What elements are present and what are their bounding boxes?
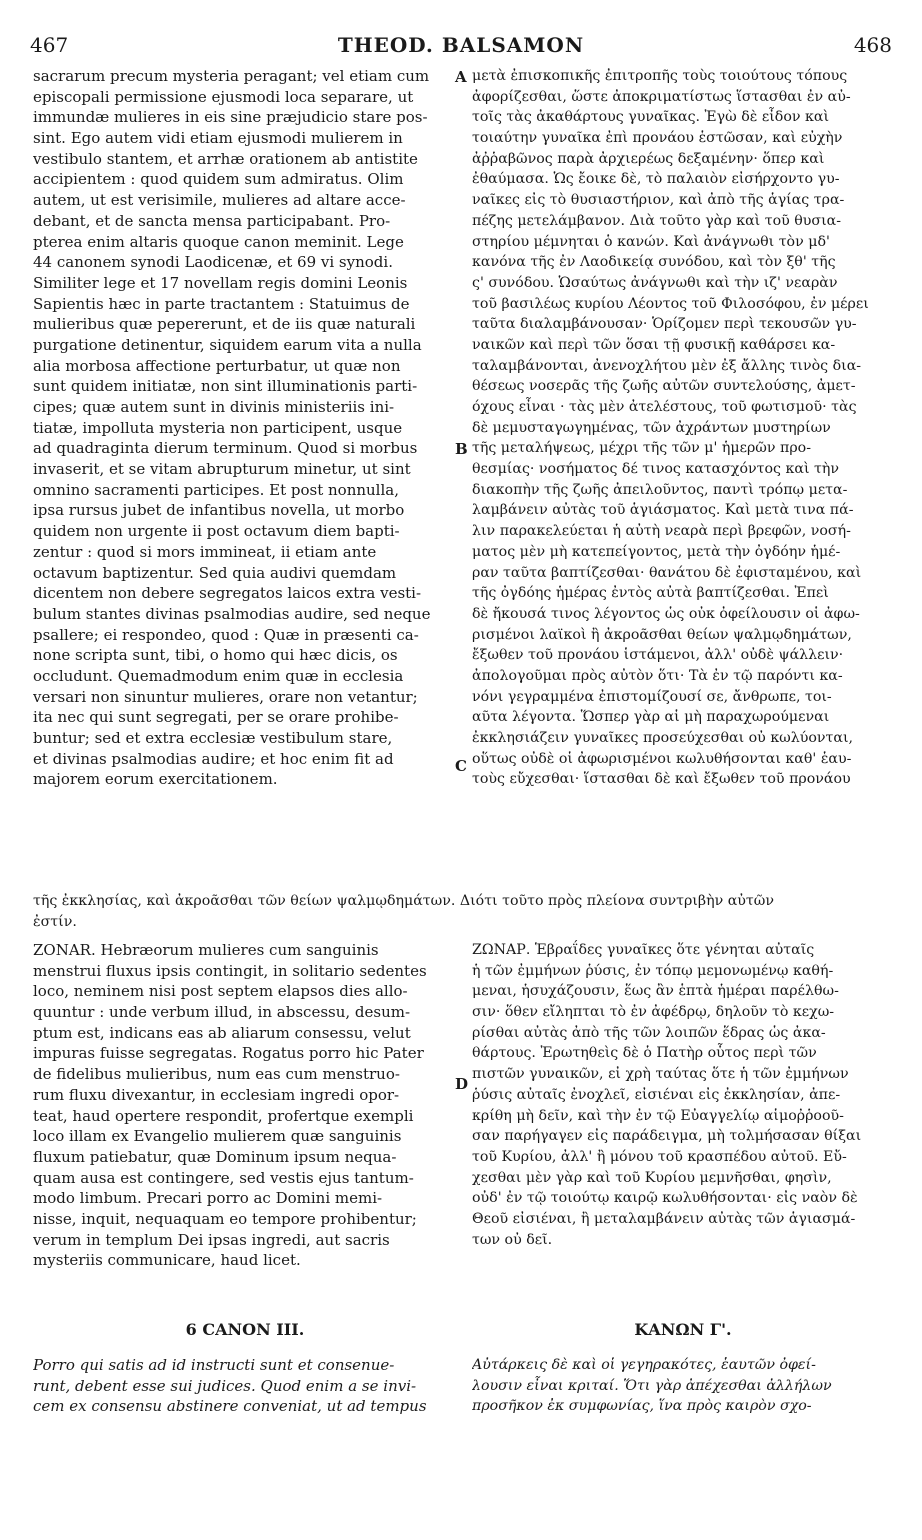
greek-text-line: ραν ταῦτα βαπτίζεσθαι· θανάτου δὲ ἐφισταμένου, καὶ [472,564,862,581]
canon-greek-text [472,1355,894,1417]
latin-text-line: cipes; quæ autem sunt in divinis ministeriis ini- [33,398,395,416]
greek-spanning-line: ἐστίν. [33,913,77,930]
greek-text-line: ἀπολογοῦμαι πρὸς αὐτὸν ὅτι· Τὰ ἐν τῷ παρόντι κα- [472,667,843,684]
running-title: THEOD. BALSAMON [337,33,585,57]
greek-text-line: λιν παρακελεύεται ἡ αὐτὴ νεαρὰ περὶ βρεφῶν, νοσή- [472,523,851,540]
latin-text-line: occludunt. Quemadmodum enim quæ in ecclesia [33,666,404,685]
canon-greek-line: προσῆκον ἐκ συμφωνίας, ἵνα πρὸς καιρὸν σχο- [472,1398,812,1415]
latin-text-line: 44 canonem synodi Laodicenæ, et 69 vi synodi. [33,253,393,272]
greek-text-line: μετὰ ἐπισκοπικῆς ἐπιτροπῆς τοὺς τοιούτους τόπους [472,68,848,84]
greek-text-line: θέσεως νοσερᾶς τῆς ζωῆς αὐτῶν συντελούσης, ἀμετ- [472,378,856,395]
zonaras-greek-line: ρίσθαι αὐτὰς ἀπὸ τῆς τῶν λοιπῶν ἕδρας ὡς ἀκα- [472,1024,826,1041]
greek-text-line: αῦτα λέγοντα. Ὥσπερ γὰρ αἱ μὴ παραχωρούμεναι [472,709,830,726]
page-number-right: 468 [853,33,892,57]
greek-text-line: τοῦ βασιλέως κυρίου Λέοντος τοῦ Φιλοσόφου, ἐν μέρει [472,295,869,312]
latin-text-line: et divinas psalmodias audire; et hoc enim fit ad [33,749,394,768]
greek-text-column [472,66,894,790]
canon-latin-line: cem ex consensu abstinere conveniat, ut ad tempus [33,1397,427,1416]
zonaras-latin-line: fluxum patiebatur, quæ Dominum ipsum nequa- [33,1147,397,1166]
zonaras-greek-line: μεναι, ἡσυχάζουσιν, ἕως ἂν ἑπτὰ ἡμέραι παρέλθω- [472,983,839,1000]
zonaras-greek-line: κρίθη μὴ δεῖν, καὶ τὴν ἐν τῷ Εὐαγγελίῳ αἱμοῤῥοοῦ- [472,1107,844,1124]
zonaras-greek-line: ΖΩΝΑΡ. Ἑβραΐδες γυναῖκες ὅτε γένηται αὐταῖς [472,942,815,958]
greek-text-line: νόνι γεγραμμένα ἐπιστομίζουσί σε, ἄνθρωπε, τοι- [472,688,832,705]
greek-text-line: τοιαύτην γυναῖκα ἐπὶ προνάου ἑστῶσαν, καὶ εὐχὴν [472,130,843,147]
greek-text-line: ἔξωθεν τοῦ προνάου ἱστάμενοι, ἀλλ' οὐδὲ ψάλλειν· [472,647,844,664]
latin-text-column [33,66,457,790]
greek-text-line: διακοπὴν τῆς ζωῆς ἀπειλοῦντος, παντὶ τρόπῳ μετα- [472,481,848,498]
greek-text-line: λαμβάνειν αὐτὰς τοῦ ἁγιάσματος. Καὶ μετὰ τινα πά- [472,502,854,519]
zonaras-greek-line: ῥύσις αὐταῖς ἐνοχλεῖ, εἰσιέναι εἰς ἐκκλησίαν, ἀπε- [472,1086,841,1103]
latin-text-line: episcopali permissione ejusmodi loca separare, ut [33,87,414,106]
latin-text-line: sacrarum precum mysteria peragant; vel etiam cum [33,67,430,85]
latin-text-line: invaserit, et se vitam abrupturum minetur, ut sint [33,460,411,479]
greek-spanning-line: τῆς ἐκκλησίας, καὶ ἀκροᾶσθαι τῶν θείων ψαλμῳδημάτων. Διότι τοῦτο πρὸς πλείονα συντριβὴν αὐτῶν [33,893,774,909]
zonaras-latin-line: teat, haud opertere respondit, profertque exempli [33,1106,414,1125]
zonaras-latin-line: modo limbum. Precari porro ac Domini memi- [33,1189,383,1208]
zonaras-greek-line: τοῦ Κυρίου, ἀλλ' ἢ μόνου τοῦ κρασπέδου αὐτοῦ. Εὔ- [472,1148,847,1165]
canon-greek-line: Αὐτάρκεις δὲ καὶ οἱ γεγηρακότες, ἑαυτῶν ὀφεί- [472,1357,816,1373]
canon-latin-line: runt, debent esse sui judices. Quod enim a se invi- [33,1376,417,1395]
canon-heading-greek: ΚΑΝΩΝ Γ'. [634,1320,732,1339]
zonaras-greek-line: σιν· ὅθεν εἴληπται τὸ ἐν ἀφέδρῳ, δηλοῦν τὸ κεχω- [472,1004,835,1021]
latin-text-line: dicentem non debere segregatos laicos extra vesti- [33,584,422,603]
latin-text-line: ita nec qui sunt segregati, per se orare prohibe- [33,708,399,727]
margin-letter-a: A [455,68,467,86]
zonaras-latin-line: quam ausa est contingere, sed vestis ejus tantum- [33,1168,414,1187]
canon-latin-line: Porro qui satis ad id instructi sunt et consenue- [33,1356,395,1374]
latin-text-line: zentur : quod si mors immineat, ii etiam ante [33,542,377,561]
greek-text-line: όχους εἶναι · τὰς μὲν ἀτελέστους, τοῦ φωτισμοῦ· τὰς [472,399,857,415]
zonaras-latin-line: ZONAR. Hebræorum mulieres cum sanguinis [33,941,379,959]
zonaras-greek-line: των οὐ δεῖ. [472,1231,553,1248]
latin-text-line: psallere; ei respondeo, quod : Quæ in præsenti ca- [33,625,419,644]
greek-text-line: πέζης μετελάμβανον. Διὰ τοῦτο γὰρ καὶ τοῦ θυσια- [472,212,842,229]
latin-text-line: sint. Ego autem vidi etiam ejusmodi mulierem in [33,129,403,148]
greek-spanning-lines [33,891,895,932]
zonaras-latin-line: mysteriis communicare, haud licet. [33,1251,301,1270]
latin-text-line: Sapientis hæc in parte tractantem : Statuimus de [33,294,410,313]
greek-text-line: κανόνα τῆς ἐν Λαοδικείᾳ συνόδου, καὶ τὸν ξθ' τῆς [472,254,836,271]
zonaras-latin-line: quuntur : unde verbum illud, in abscessu, desum- [33,1003,411,1022]
greek-text-line: τοὺς εὔχεσθαι· ἵστασθαι δὲ καὶ ἔξωθεν τοῦ προνάου [472,771,851,788]
zonaras-greek-line: χεσθαι μὲν γὰρ καὶ τοῦ Κυρίου μεμνῆσθαι, φησὶν, [472,1169,832,1186]
latin-text-line: ad quadraginta dierum terminum. Quod si morbus [33,439,418,458]
zonaras-greek-commentary [472,940,894,1250]
latin-text-line: ipsa rursus jubet de infantibus novella, ut morbo [33,501,405,520]
page-header [30,33,892,61]
greek-text-line: οὕτως οὐδὲ οἱ ἀφωρισμένοι κωλυθήσονται καθ' ἑαυ- [472,750,852,767]
canon-latin-text [33,1355,457,1417]
greek-text-line: ναῖκες εἰς τὸ θυσιαστήριον, καὶ ἀπὸ τῆς ἁγίας τρα- [472,192,845,209]
latin-text-line: Similiter lege et 17 novellam regis domini Leonis [33,273,408,292]
margin-letter-c: C [455,757,467,775]
zonaras-latin-line: verum in templum Dei ipsas ingredi, aut sacris [33,1230,390,1249]
zonaras-latin-commentary [33,940,457,1271]
zonaras-greek-line: ἡ τῶν ἐμμήνων ῥύσις, ἐν τόπῳ μεμονωμένῳ καθή- [472,962,834,979]
greek-text-line: ἀφορίζεσθαι, ὥστε ἀποκριματίστως ἵστασθαι ἐν αὐ- [472,88,851,105]
zonaras-latin-line: menstrui fluxus ipsis contingit, in solitario sedentes [33,961,427,980]
margin-letter-d: D [455,1075,469,1093]
zonaras-greek-line: Θεοῦ εἰσιέναι, ἢ μεταλαμβάνειν αὐτὰς τῶν ἁγιασμά- [472,1210,856,1227]
zonaras-latin-line: ptum est, indicans eas ab aliarum consessu, velut [33,1023,411,1042]
latin-text-line: buntur; sed et extra ecclesiæ vestibulum stare, [33,729,393,747]
canon-greek-line: λουσιν εἶναι κριταί. Ὅτι γὰρ ἀπέχεσθαι ἀλλήλων [472,1377,832,1394]
latin-text-line: debant, et de sancta mensa participabant. Pro- [33,211,391,230]
zonaras-latin-line: loco, neminem nisi post septem elapsos dies allo- [33,982,408,1001]
latin-text-line: none scripta sunt, tibi, o homo qui hæc dicis, os [33,646,398,665]
latin-text-line: vestibulo stantem, et arrhæ orationem ab antistite [33,149,418,168]
latin-text-line: octavum baptizentur. Sed quia audivi quemdam [33,563,397,582]
greek-text-line: στηρίου μέμνηται ὁ κανών. Καὶ ἀνάγνωθι τὸν μδ' [472,233,830,250]
greek-text-line: δὲ ἤκουσά τινος λέγοντος ὡς οὐκ ὀφείλουσιν οἱ ἀφω- [472,605,860,622]
zonaras-latin-line: impuras fuisse segregatas. Rogatus porro hic Pater [33,1044,424,1063]
greek-text-line: τοῖς τὰς ἀκαθάρτους γυναῖκας. Ἐγὼ δὲ εἶδον καὶ [472,109,830,126]
canon-heading-latin: 6 CANON III. [185,1320,305,1339]
greek-text-line: δὲ μεμυσταγωγημένας, τῶν ἀχράντων μυστηρίων [472,419,831,436]
latin-text-line: majorem eorum exercitationem. [33,770,278,789]
latin-text-line: pterea enim altaris quoque canon meminit. Lege [33,232,404,251]
zonaras-latin-line: nisse, inquit, nequaquam eo tempore prohibentur; [33,1209,417,1228]
latin-text-line: bulum stantes divinas psalmodias audire, sed neque [33,604,431,623]
zonaras-latin-line: de fidelibus mulieribus, num eas cum menstruo- [33,1065,400,1084]
latin-text-line: purgatione detinentur, siquidem earum vita a nulla [33,335,422,354]
latin-text-line: mulieribus quæ pepererunt, et de iis quæ naturali [33,315,416,334]
zonaras-latin-line: loco illam ex Evangelio mulierem quæ sanguinis [33,1127,402,1146]
latin-text-line: tiatæ, impolluta mysteria non participent, usque [33,418,403,437]
greek-text-line: ματος μὲν μὴ κατεπείγοντος, μετὰ τὴν ὀγδόην ἡμέ- [472,543,841,560]
latin-text-line: immundæ mulieres in eis sine præjudicio stare pos- [33,108,428,127]
latin-text-line: quidem non urgente ii post octavum diem bapti- [33,522,400,541]
greek-text-line: θεσμίας· νοσήματος δέ τινος κατασχόντος καὶ τὴν [472,461,840,478]
latin-text-line: sunt quidem initiatæ, non sint illuminationis parti- [33,377,418,396]
latin-text-line: versari non sinuntur mulieres, orare non vetantur; [33,687,418,706]
zonaras-latin-line: rum fluxu divexantur, in ecclesiam ingredi opor- [33,1085,400,1104]
zonaras-greek-line: σαν παρήγαγεν εἰς παράδειγμα, μὴ τολμήσασαν θίξαι [472,1128,862,1145]
greek-text-line: ἀῤῥαβῶνος παρὰ ἀρχιερέως δεξαμένην· ὅπερ καὶ [472,150,825,167]
page-number-left: 467 [30,33,69,57]
latin-text-line: accipientem : quod quidem sum admiratus. Olim [33,170,404,189]
greek-text-line: ταλαμβάνονται, ἀνενοχλήτου μὲν ἐξ ἄλλης τινὸς δια- [472,357,862,374]
greek-text-line: ἐθαύμασα. Ὡς ἔοικε δὲ, τὸ παλαιὸν εἰσήρχοντο γυ- [472,171,840,188]
latin-text-line: autem, ut est verisimile, mulieres ad altare acce- [33,191,406,210]
margin-letter-b: B [455,440,468,458]
greek-text-line: ρισμένοι λαϊκοὶ ἢ ἀκροᾶσθαι θείων ψαλμῳδημάτων, [472,626,852,643]
latin-text-line: omnino sacramenti participes. Et post nonnulla, [33,480,399,499]
latin-text-line: alia morbosa affectione perturbatur, ut quæ non [33,356,401,375]
zonaras-greek-line: οὐδ' ἐν τῷ τοιούτῳ καιρῷ κωλυθήσονται· εἰς ναὸν δὲ [472,1190,858,1207]
greek-text-line: ἐκκλησιάζειν γυναῖκες προσεύχεσθαι οὐ κωλύονται, [472,730,854,746]
zonaras-greek-line: θάρτους. Ἐρωτηθεὶς δὲ ὁ Πατὴρ οὗτος περὶ τῶν [472,1045,817,1062]
zonaras-greek-line: πιστῶν γυναικῶν, εἰ χρὴ ταύτας ὅτε ἡ τῶν ἐμμήνων [472,1066,849,1083]
greek-text-line: ς' συνόδου. Ὡσαύτως ἀνάγνωθι καὶ τὴν ιζ' νεαρὰν [472,274,838,291]
greek-text-line: τῆς ὀγδόης ἡμέρας ἐντὸς αὐτὰ βαπτίζεσθαι. Ἐπεὶ [472,585,829,602]
greek-text-line: τῆς μεταλήψεως, μέχρι τῆς τῶν μ' ἡμερῶν προ- [472,440,811,457]
greek-text-line: ταῦτα διαλαμβάνουσαν· Ὁρίζομεν περὶ τεκουσῶν γυ- [472,316,857,333]
greek-text-line: ναικῶν καὶ περὶ τῶν ὅσαι τῇ φυσικῇ καθάρσει κα- [472,336,836,353]
